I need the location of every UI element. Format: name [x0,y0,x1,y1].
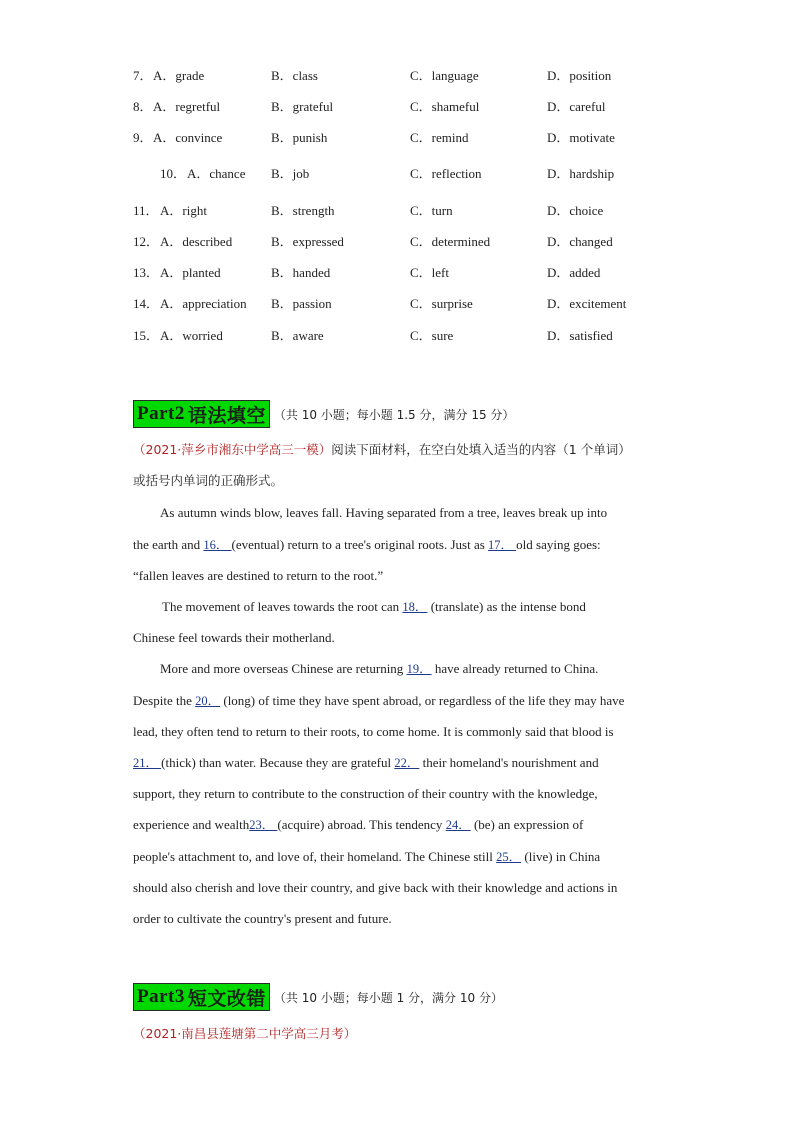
option-c: C．determined [410,234,491,249]
part3-meta: （共 10 小题；每小题 1 分，满分 10 分） [273,990,503,1005]
option-b: B．passion [271,296,332,311]
option-b: B．handed [271,265,331,280]
passage-text: As autumn winds blow, leaves fall. Having separated from a tree, leaves break up into [160,505,608,520]
passage-line [133,566,663,586]
question-number: 9． [133,130,153,145]
option-row [0,97,794,117]
answer-blank[interactable]: 19． [406,662,432,676]
answer-blank[interactable]: 18． [402,600,428,614]
option-d: D．careful [547,99,606,114]
question-number: 15． [133,328,160,343]
option-b: B．expressed [271,234,344,249]
option-c: C．sure [410,328,454,343]
passage-text: support, they return to contribute to the construction of their country with the knowledge, [133,786,598,801]
passage-text: lead, they often tend to return to their roots, to come home. It is commonly said that blood is [133,724,614,739]
option-d: D．position [547,68,612,83]
passage-text: (be) an expression of [470,817,584,832]
option-b: B．punish [271,130,328,145]
option-a: A．planted [160,265,221,280]
option-row [0,128,794,148]
option-d: D．choice [547,203,604,218]
passage-text: “fallen leaves are destined to return to the root.” [133,568,384,583]
option-a: A．regretful [153,99,221,114]
option-d: D．hardship [547,166,615,181]
passage-text: (eventual) return to a tree's original roots. Just as [231,537,489,552]
option-d: D．excitement [547,296,627,311]
answer-blank[interactable]: 21． [133,756,162,770]
source-label: （2021·萍乡市湘东中学高三一模） [133,442,332,457]
source-label: （2021·南昌县莲塘第二中学高三月考） [133,1026,357,1041]
part3-heading [133,982,503,1012]
passage-text: experience and wealth [133,817,250,832]
option-d: D．satisfied [547,328,613,343]
passage-text: (live) in China [521,849,601,864]
option-c: C．surprise [410,296,473,311]
option-a: A．grade [153,68,205,83]
passage-line [133,691,663,711]
option-a: A．described [160,234,233,249]
part3-label-code: Part3 [137,986,185,1007]
question-number: 8． [133,99,153,114]
passage-text: (long) of time they have spent abroad, or regardless of the life they may have [220,693,625,708]
part3-label [133,983,270,1011]
passage-line [160,659,690,679]
passage-line [133,909,663,929]
option-a: A．convince [153,130,223,145]
part2-meta: （共 10 小题；每小题 1.5 分，满分 15 分） [273,407,515,422]
passage-text: their homeland's nourishment and [419,755,599,770]
passage-line [133,722,663,742]
option-c: C．left [410,265,449,280]
option-b: B．aware [271,328,324,343]
question-number: 14． [133,296,160,311]
question-number: 13． [133,265,160,280]
part2-heading [133,399,514,429]
part3-label-title: 短文改错 [187,988,266,1010]
option-a: A．right [160,203,207,218]
passage-text: (acquire) abroad. This tendency [277,817,446,832]
option-d: D．added [547,265,601,280]
passage-line [133,847,663,867]
answer-blank[interactable]: 22． [394,756,420,770]
option-c: C．language [410,68,479,83]
answer-blank[interactable]: 24． [445,818,471,832]
answer-blank[interactable]: 20． [195,694,221,708]
instruction-line-2: 或括号内单词的正确形式。 [133,473,284,488]
question-number: 11． [133,203,159,218]
option-b: B．grateful [271,99,334,114]
passage-line [133,535,663,555]
passage-line [160,503,690,523]
part2-label [133,400,270,428]
option-row [0,164,794,184]
option-c: C．reflection [410,166,482,181]
answer-blank[interactable]: 23． [249,818,278,832]
passage-text: order to cultivate the country's present and future. [133,911,392,926]
option-c: C．remind [410,130,469,145]
passage-text: have already returned to China. [431,661,599,676]
option-b: B．job [271,166,310,181]
part2-label-title: 语法填空 [187,405,266,427]
question-number: 12． [133,234,160,249]
passage-text: Despite the [133,693,196,708]
passage-line [133,784,663,804]
answer-blank[interactable]: 17． [488,538,517,552]
answer-blank[interactable]: 16． [203,538,232,552]
option-row [0,294,794,314]
passage-line [162,597,692,617]
passage-text: The movement of leaves towards the root can [162,599,403,614]
part2-source [133,440,631,458]
option-row [0,232,794,252]
passage-text: (thick) than water. Because they are grateful [161,755,395,770]
option-a: A．appreciation [160,296,247,311]
option-d: D．motivate [547,130,615,145]
passage-line [133,628,663,648]
answer-blank[interactable]: 25． [496,850,522,864]
option-b: B．class [271,68,318,83]
option-row [0,201,794,221]
option-d: D．changed [547,234,613,249]
part2-label-code: Part2 [137,403,185,424]
passage-line [133,753,663,773]
option-row [0,66,794,86]
option-row [0,263,794,283]
passage-text: old saying goes: [516,537,601,552]
option-c: C．shameful [410,99,480,114]
question-number: 10． [160,166,187,181]
instruction-line-1: 阅读下面材料，在空白处填入适当的内容（1 个单词） [331,442,631,457]
option-a: A．chance [187,166,246,181]
passage-text: (translate) as the intense bond [427,599,586,614]
option-a: A．worried [160,328,223,343]
passage-text: should also cherish and love their country, and give back with their knowledge and actions in [133,880,618,895]
passage-text: people's attachment to, and love of, their homeland. The Chinese still [133,849,497,864]
passage-text: Chinese feel towards their motherland. [133,630,335,645]
passage-line [133,815,663,835]
passage-line [133,878,663,898]
question-number: 7． [133,68,153,83]
option-c: C．turn [410,203,453,218]
option-row [0,326,794,346]
passage-text: the earth and [133,537,204,552]
part3-source [133,1024,356,1042]
option-b: B．strength [271,203,335,218]
passage-text: More and more overseas Chinese are returning [160,661,407,676]
